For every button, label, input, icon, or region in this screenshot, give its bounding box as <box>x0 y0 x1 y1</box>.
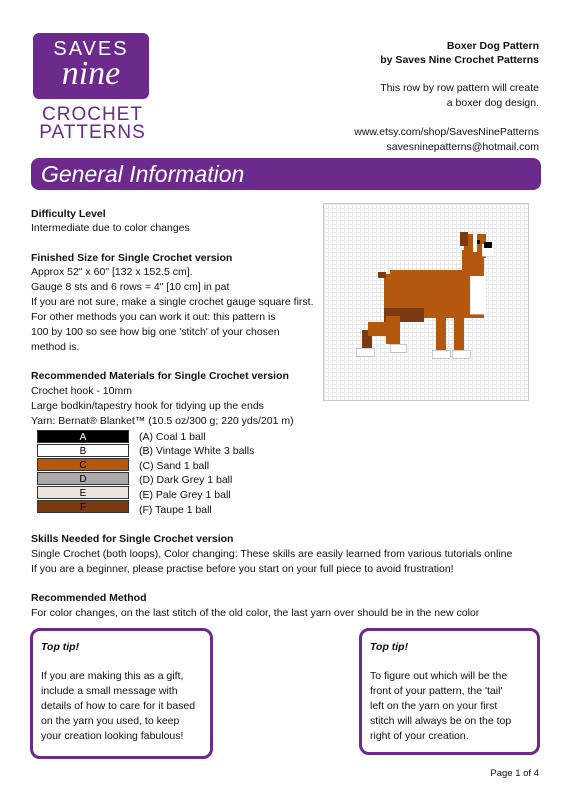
materials-line: Crochet hook - 10mm <box>31 385 132 397</box>
materials-heading: Recommended Materials for Single Crochet version <box>31 370 289 382</box>
yarn-swatch: B <box>37 444 129 457</box>
section-title: General Information <box>41 161 245 187</box>
difficulty-heading: Difficulty Level <box>31 208 106 220</box>
tip-box-gift <box>30 628 213 759</box>
email-link[interactable]: savesninepatterns@hotmail.com <box>386 141 539 153</box>
yarn-swatch: C <box>37 458 129 471</box>
pattern-description: This row by row pattern will create <box>380 82 539 94</box>
size-line: Approx 52" x 60" [132 x 152.5 cm]. <box>31 266 193 278</box>
skills-heading: Skills Needed for Single Crochet version <box>31 533 234 545</box>
materials-line: Large bodkin/tapestry hook for tidying up the ends <box>31 400 264 412</box>
tip-line: front of your pattern, the 'tail' <box>370 685 503 697</box>
pattern-author: by Saves Nine Crochet Patterns <box>380 54 539 66</box>
pattern-title: Boxer Dog Pattern <box>446 40 539 52</box>
logo-text-saves: SAVES <box>53 38 129 60</box>
logo-text-patterns: PATTERNS <box>39 122 146 143</box>
size-line: method is. <box>31 341 80 353</box>
page-number: Page 1 of 4 <box>490 768 539 779</box>
yarn-label: (D) Dark Grey 1 ball <box>139 474 233 486</box>
pattern-description-2: a boxer dog design. <box>446 97 539 109</box>
tip-line: To figure out which will be the <box>370 670 508 682</box>
tip-line: stitch will always be on the top <box>370 715 512 727</box>
materials-line: Yarn: Bernat® Blanket™ (10.5 oz/300 g; 220 yds/201 m) <box>31 415 294 427</box>
tip-line: details of how to care for it based <box>41 700 196 712</box>
yarn-label: (F) Taupe 1 ball <box>139 504 212 516</box>
yarn-label: (A) Coal 1 ball <box>139 431 206 443</box>
yarn-label: (E) Pale Grey 1 ball <box>139 489 231 501</box>
tip-line: include a small message with <box>41 685 178 697</box>
size-line: Gauge 8 sts and 6 rows = 4" [10 cm] in pat <box>31 281 230 293</box>
tip-line: your creation looking fabulous! <box>41 730 184 742</box>
size-heading: Finished Size for Single Crochet version <box>31 252 233 264</box>
size-line: For other methods you can work it out: this pattern is <box>31 311 276 323</box>
size-line: 100 by 100 so see how big one 'stitch' of your chosen <box>31 326 280 338</box>
size-line: If you are not sure, make a single crochet gauge square first. <box>31 296 314 308</box>
shop-link[interactable]: www.etsy.com/shop/SavesNinePatterns <box>354 126 539 138</box>
yarn-swatch: D <box>37 472 129 485</box>
boxer-dog-icon <box>324 204 528 400</box>
yarn-label: (B) Vintage White 3 balls <box>139 445 255 457</box>
method-text: For color changes, on the last stitch of the old color, the last yarn over should be in the new color <box>31 607 480 619</box>
yarn-swatch: A <box>37 430 129 443</box>
tip-title: Top tip! <box>370 641 409 653</box>
tip-line: on the yarn you used, to keep <box>41 715 180 727</box>
skills-line: If you are a beginner, please practise before you start on your full piece to avoid frustration! <box>31 563 454 575</box>
boxer-dog-pixel-art <box>323 203 529 401</box>
tip-box-front <box>359 628 540 755</box>
difficulty-text: Intermediate due to color changes <box>31 222 190 234</box>
tip-line: If you are making this as a gift, <box>41 670 184 682</box>
tip-line: right of your creation. <box>370 730 469 742</box>
yarn-swatch: F <box>37 500 129 513</box>
logo-text-crochet: CROCHET <box>42 104 143 125</box>
skills-line: Single Crochet (both loops), Color changing: These skills are easily learned from various tutorials online <box>31 548 513 560</box>
tip-title: Top tip! <box>41 641 80 653</box>
tip-line: left on the yarn on your first <box>370 700 498 712</box>
method-heading: Recommended Method <box>31 592 147 604</box>
logo-text-nine: nine <box>61 55 121 92</box>
yarn-swatch: E <box>37 486 129 499</box>
yarn-label: (C) Sand 1 ball <box>139 460 210 472</box>
